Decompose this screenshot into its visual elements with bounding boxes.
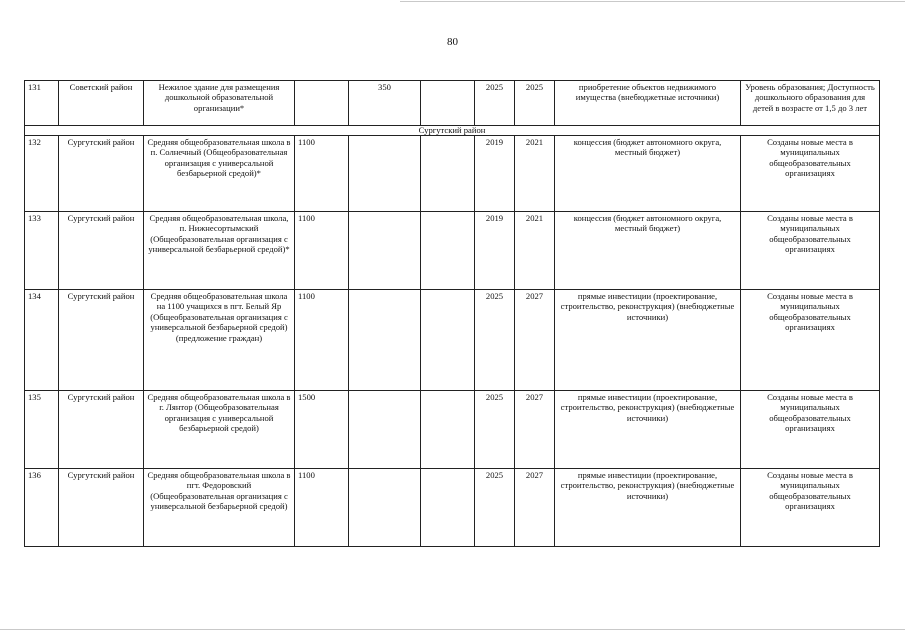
scan-edge-bottom	[0, 629, 905, 630]
cell-num: 136	[25, 469, 59, 547]
scan-edge-top	[400, 1, 905, 2]
cell-start-year: 2025	[475, 290, 515, 391]
cell-mechanism: концессия (бюджет автономного округа, местный бюджет)	[555, 136, 741, 212]
table-row	[25, 212, 880, 290]
cell-start-year: 2025	[475, 81, 515, 126]
cell-capacity-b	[349, 391, 421, 469]
table-row	[25, 136, 880, 212]
cell-num: 135	[25, 391, 59, 469]
cell-object: Средняя общеобразовательная школа в пгт. Федоровский (Общеобразовательная организация с универсальной безбарьерной средой)	[144, 469, 295, 547]
cell-end-year: 2021	[515, 212, 555, 290]
cell-end-year: 2027	[515, 290, 555, 391]
cell-end-year: 2021	[515, 136, 555, 212]
cell-object: Нежилое здание для размещения дошкольной образовательной организации*	[144, 81, 295, 126]
cell-district: Сургутский район	[59, 469, 144, 547]
cell-start-year: 2019	[475, 212, 515, 290]
cell-empty	[421, 212, 475, 290]
cell-mechanism: прямые инвестиции (проектирование, строительство, реконструкция) (внебюджетные источники)	[555, 391, 741, 469]
table-row	[25, 469, 880, 547]
cell-result: Уровень образования; Доступность дошкольного образования для детей в возрасте от 1,5 до 3 лет	[741, 81, 880, 126]
cell-num: 133	[25, 212, 59, 290]
table-row	[25, 81, 880, 126]
cell-district: Сургутский район	[59, 391, 144, 469]
cell-start-year: 2019	[475, 136, 515, 212]
cell-result: Созданы новые места в муниципальных общеобразовательных организациях	[741, 469, 880, 547]
cell-num: 132	[25, 136, 59, 212]
cell-capacity-b	[349, 290, 421, 391]
section-label: Сургутский район	[25, 126, 880, 136]
cell-result: Созданы новые места в муниципальных общеобразовательных организациях	[741, 212, 880, 290]
cell-end-year: 2025	[515, 81, 555, 126]
cell-result: Созданы новые места в муниципальных общеобразовательных организациях	[741, 391, 880, 469]
cell-district: Сургутский район	[59, 212, 144, 290]
cell-capacity-b: 350	[349, 81, 421, 126]
cell-start-year: 2025	[475, 391, 515, 469]
cell-capacity-a: 1100	[295, 136, 349, 212]
cell-capacity-b	[349, 136, 421, 212]
cell-district: Сургутский район	[59, 136, 144, 212]
cell-capacity-a	[295, 81, 349, 126]
cell-empty	[421, 391, 475, 469]
section-header-row	[25, 126, 880, 136]
cell-mechanism: прямые инвестиции (проектирование, строительство, реконструкция) (внебюджетные источники)	[555, 469, 741, 547]
cell-capacity-a: 1100	[295, 469, 349, 547]
cell-start-year: 2025	[475, 469, 515, 547]
cell-mechanism: концессия (бюджет автономного округа, местный бюджет)	[555, 212, 741, 290]
cell-capacity-a: 1100	[295, 290, 349, 391]
cell-capacity-b	[349, 469, 421, 547]
cell-mechanism: прямые инвестиции (проектирование, строительство, реконструкция) (внебюджетные источники)	[555, 290, 741, 391]
cell-district: Советский район	[59, 81, 144, 126]
cell-object: Средняя общеобразовательная школа в г. Лянтор (Общеобразовательная организация с универсальной безбарьерной средой)	[144, 391, 295, 469]
cell-capacity-b	[349, 212, 421, 290]
cell-result: Созданы новые места в муниципальных общеобразовательных организациях	[741, 290, 880, 391]
table-row	[25, 290, 880, 391]
cell-empty	[421, 290, 475, 391]
cell-capacity-a: 1100	[295, 212, 349, 290]
page-number: 80	[447, 36, 458, 48]
cell-end-year: 2027	[515, 469, 555, 547]
table-row	[25, 391, 880, 469]
cell-end-year: 2027	[515, 391, 555, 469]
cell-object: Средняя общеобразовательная школа в п. Солнечный (Общеобразовательная организация с универсальной безбарьерной средой)*	[144, 136, 295, 212]
cell-num: 131	[25, 81, 59, 126]
cell-empty	[421, 469, 475, 547]
cell-result: Созданы новые места в муниципальных общеобразовательных организациях	[741, 136, 880, 212]
cell-object: Средняя общеобразовательная школа, п. Нижнесортымский (Общеобразовательная организация с универсальной безбарьерной средой)*	[144, 212, 295, 290]
cell-mechanism: приобретение объектов недвижимого имущества (внебюджетные источники)	[555, 81, 741, 126]
investment-table	[24, 80, 880, 547]
cell-district: Сургутский район	[59, 290, 144, 391]
cell-capacity-a: 1500	[295, 391, 349, 469]
cell-empty	[421, 136, 475, 212]
cell-object: Средняя общеобразовательная школа на 1100 учащихся в пгт. Белый Яр (Общеобразовательная организация с универсальной безбарьерной средой) (предложение граждан)	[144, 290, 295, 391]
cell-empty	[421, 81, 475, 126]
cell-num: 134	[25, 290, 59, 391]
